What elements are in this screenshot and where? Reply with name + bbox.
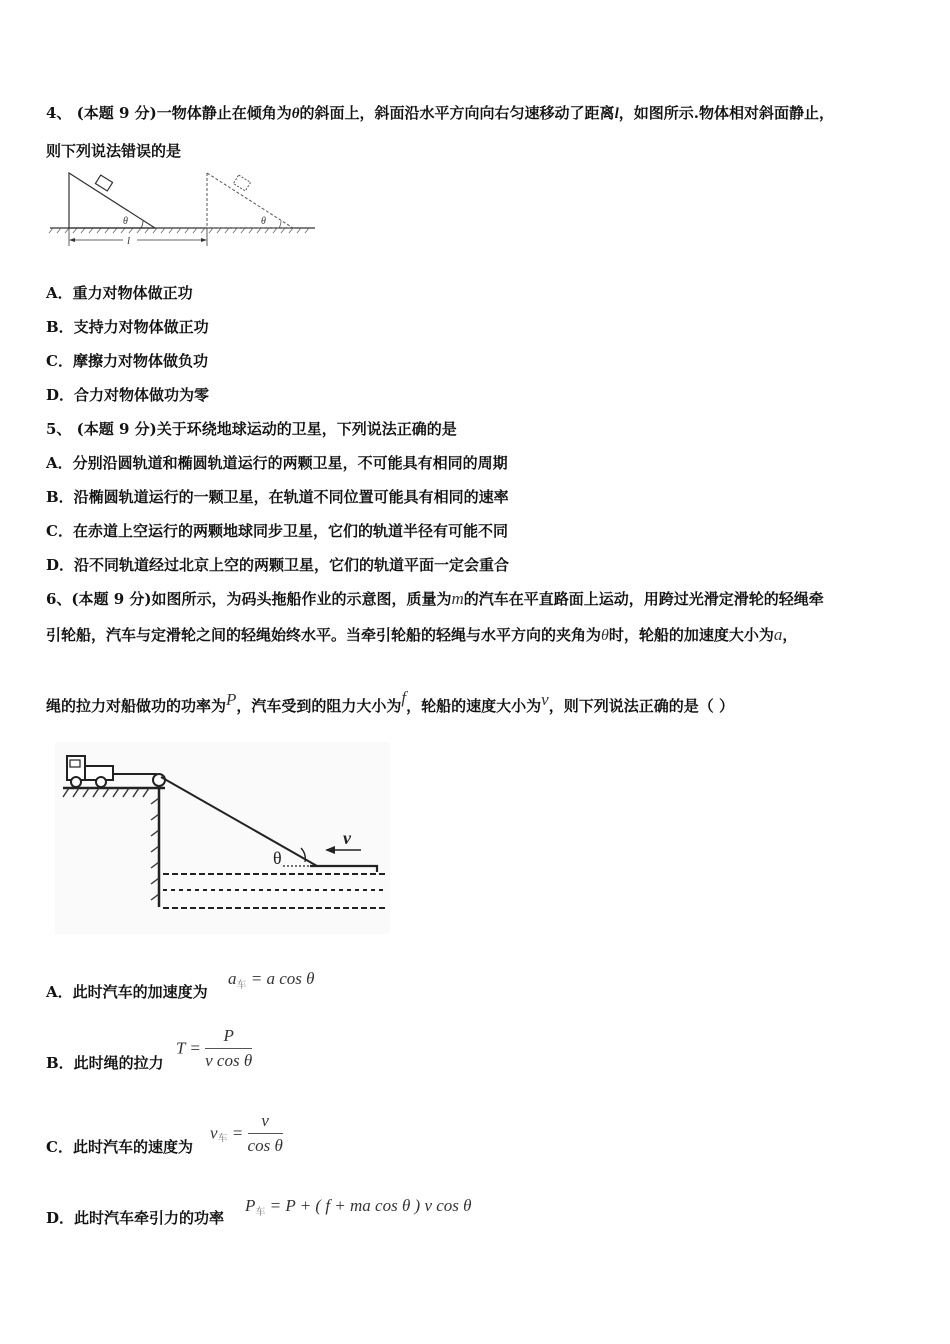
distance-l-label: l <box>127 235 131 247</box>
theta-symbol: θ <box>601 627 609 644</box>
l-symbol: l <box>614 106 619 122</box>
q6-option-a-formula: $a_车 = a$ cos θ <box>228 969 315 991</box>
q6-option-c-formula: $v_车$ = $\frac{v}{\text{cos θ}}$ <box>210 1111 283 1155</box>
q5-option-c: C．在赤道上空运行的两颗地球同步卫星，它们的轨道半径有可能不同 <box>46 522 508 540</box>
velocity-v-label: v <box>343 828 351 848</box>
q4-option-d: D．合力对物体做功为零 <box>46 386 210 404</box>
q5-option-a: A．分别沿圆轨道和椭圆轨道运行的两颗卫星，不可能具有相同的周期 <box>46 454 508 472</box>
q5-option-b: B．沿椭圆轨道运行的一颗卫星，在轨道不同位置可能具有相同的速率 <box>46 488 509 506</box>
q6-option-d: D．此时汽车牵引力的功率 <box>46 1209 225 1227</box>
tugboat-figure <box>55 742 390 934</box>
theta-symbol: θ <box>291 106 300 122</box>
m-symbol: m <box>451 589 464 608</box>
q4-option-a: A．重力对物体做正功 <box>46 284 193 302</box>
q4-stem-line2: 则下列说法错误的是 <box>46 142 182 160</box>
q4-option-b: B．支持力对物体做正功 <box>46 318 209 336</box>
q6-stem-line3: 绳的拉力对船做功的功率为P，汽车受到的阻力大小为f，轮船的速度大小为v，则下列说法正确的是（ ） <box>46 688 734 715</box>
q6-option-a: A．此时汽车的加速度为 <box>46 983 208 1001</box>
q6-option-c: C．此时汽车的速度为 <box>46 1138 193 1156</box>
theta-label-2: θ <box>261 216 266 227</box>
q6-option-d-formula: $P_车 = P$ + ( f + ma cos θ ) v cos θ <box>245 1196 472 1218</box>
theta-label: θ <box>273 848 282 868</box>
pulley-icon <box>153 774 165 786</box>
q6-stem-line2: 引轮船，汽车与定滑轮之间的轻绳始终水平。当牵引轮船的轻绳与水平方向的夹角为θ时，轮船的加速度大小为a， <box>46 625 798 644</box>
q4-stem-line1: 4、 (本题 9 分)一物体静止在倾角为θ的斜面上，斜面沿水平方向向右匀速移动了距离l，如图所示.物体相对斜面静止， <box>46 104 834 122</box>
q5-option-d: D．沿不同轨道经过北京上空的两颗卫星，它们的轨道平面一定会重合 <box>46 556 510 574</box>
q6-stem-line1: 6、(本题 9 分)如图所示，为码头拖船作业的示意图，质量为m的汽车在平直路面上运动，用跨过光滑定滑轮的轻绳牵 <box>46 589 824 608</box>
q6-option-b-formula: T = $\frac{P}{\text{v cos θ}}$ <box>176 1026 253 1070</box>
q4-option-c: C．摩擦力对物体做负功 <box>46 352 208 370</box>
incline-figure <box>45 168 320 250</box>
p-symbol: P <box>226 690 237 709</box>
theta-label-1: θ <box>123 216 128 227</box>
f-symbol: f <box>401 688 407 707</box>
q5-stem: 5、 (本题 9 分)关于环绕地球运动的卫星，下列说法正确的是 <box>46 420 457 438</box>
a-symbol: a <box>773 625 783 644</box>
q6-option-b: B．此时绳的拉力 <box>46 1054 164 1072</box>
v-symbol: v <box>541 690 549 709</box>
